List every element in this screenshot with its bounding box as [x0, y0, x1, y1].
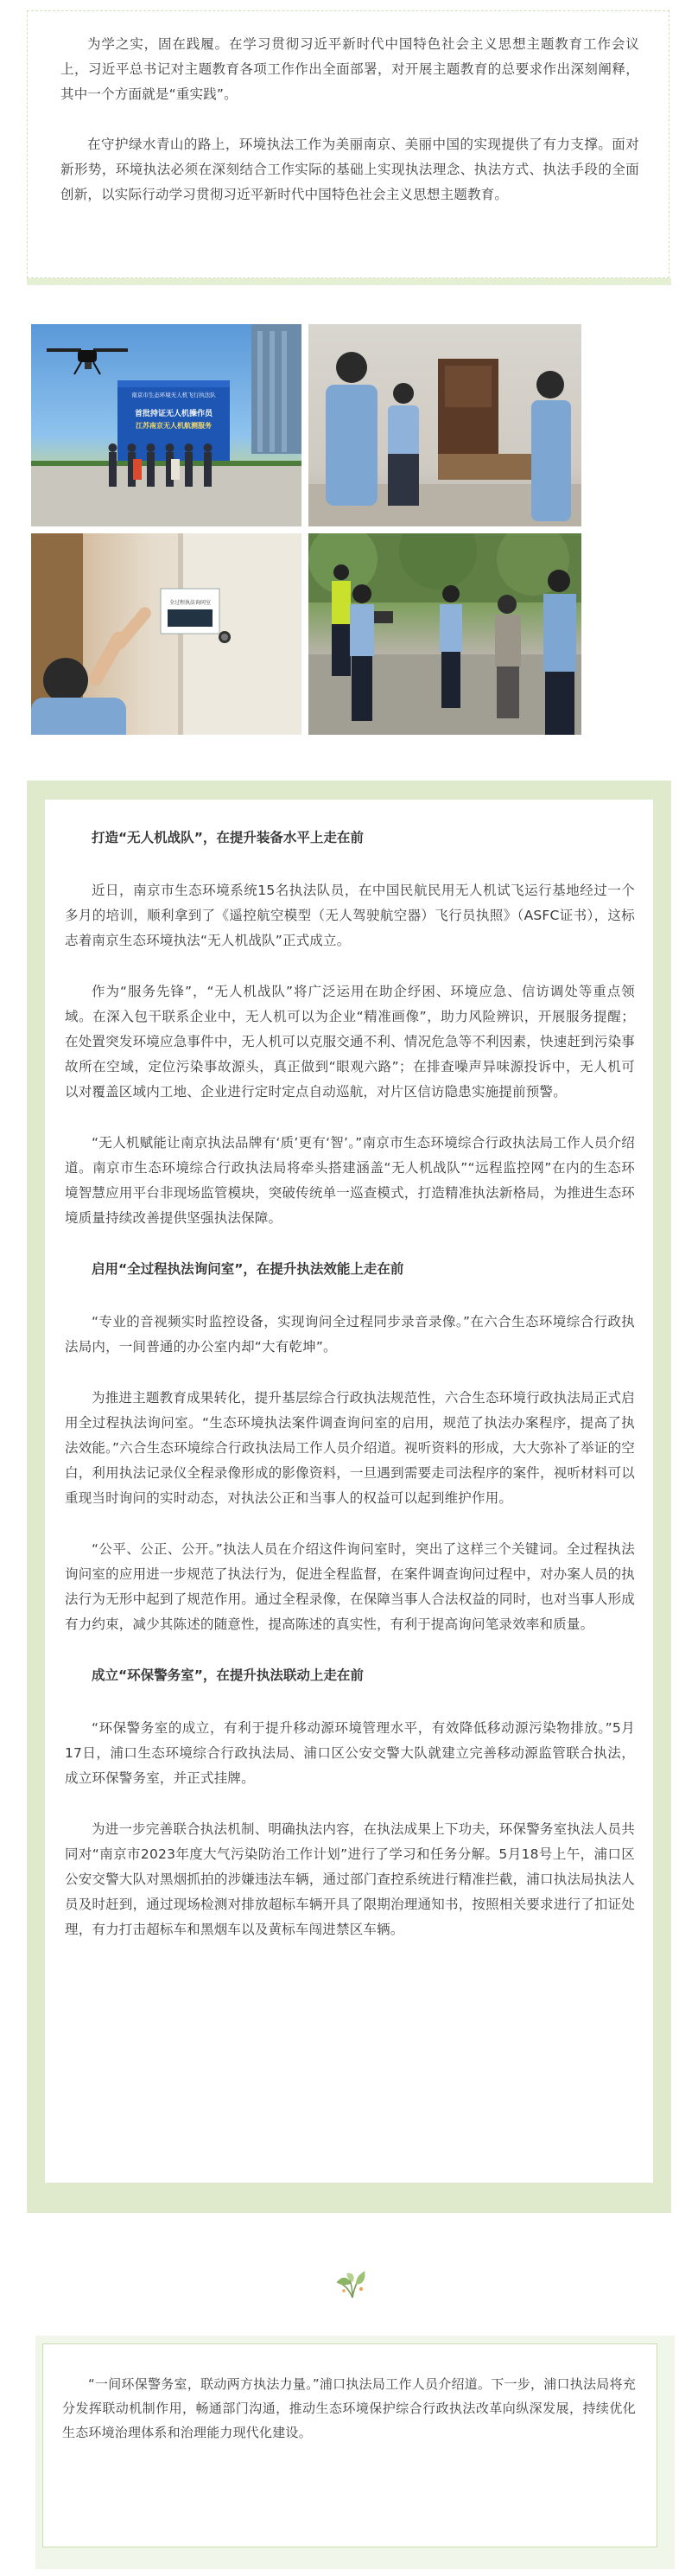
section-3-paragraph-1: “环保警务室的成立，有利于提升移动源环境管理水平，有效降低移动源污染物排放。”5月17日，浦口生态环境综合行政执法局、浦口区公安交警大队就建立完善移动源监管联合执法，成立环保警务室，并正式挂牌。: [65, 1720, 635, 1786]
photo-roadside-art: [308, 533, 581, 735]
intro-underline: [27, 278, 671, 285]
drone-icon: [47, 348, 128, 374]
section-2-paragraph-3: “公平、公正、公开。”执法人员在介绍这件询问室时，突出了这样三个关键词。全过程执法询问室的应用进一步规范了执法行为，促进全程监督，在案件调查询问过程中，对办案人员的执法行为无形中起到了规范作用。通过全程录像，在保障当事人合法权益的同时，也对当事人形成有力约束，减少其陈述的随意性，提高陈述的真实性，有利于提高询问笔录效率和质量。: [65, 1541, 635, 1632]
intro-paragraph-1: 为学之实，固在践履。在学习贯彻习近平新时代中国特色社会主义思想主题教育工作会议上，习近平总书记对主题教育各项工作作出全面部署，对开展主题教育的总要求作出深刻阐释，其中一个方面就是“重实践”。: [60, 36, 639, 102]
intro-box: [27, 10, 669, 278]
section-heading-drone: 打造“无人机战队”，在提升装备水平上走在前: [92, 830, 364, 845]
photo-door-sign: [31, 533, 301, 735]
banner-line-2: 首批持证无人机操作员: [134, 410, 213, 418]
main-text: [65, 826, 635, 1942]
photo-roadside-inspection: [308, 533, 581, 735]
banner-line-1: 南京市生态环境无人机飞行执法队: [131, 392, 216, 399]
photo-drone-team-art: [31, 324, 301, 526]
photo-drone-team: [31, 324, 301, 526]
main-content-card: [45, 800, 653, 2183]
closing-text: [62, 2372, 636, 2445]
closing-paragraph: “一间环保警务室，联动两方执法力量。”浦口执法局工作人员介绍道。下一步，浦口执法局将充分发挥联动机制作用，畅通部门沟通，推动生态环境保护综合行政执法改革向纵深发展，持续优化生态环境治理体系和治理能力现代化建设。: [62, 2376, 636, 2440]
leaf-ornament-icon: [332, 2263, 373, 2301]
door-sign-text: 全过程执法询问室: [168, 600, 212, 606]
intro-section: [27, 10, 671, 285]
photo-inquiry-room-officers: [308, 324, 581, 526]
section-1-paragraph-2: 作为“服务先锋”，“无人机战队”将广泛运用在助企纾困、环境应急、信访调处等重点领域。在深入包干联系企业中，无人机可以为企业“精准画像”，助力风险辨识，开展服务提醒；在处置突发环境应急事件中，无人机可以克服交通不利、情况危急等不利因素，快速赶到污染事故所在空域，定位污染事故源头，真正做到“眼观六路”；在排查噪声异味源投诉中，无人机可以对覆盖区域内工地、企业进行定时定点自动巡航，对片区信访隐患实施提前预警。: [65, 984, 635, 1100]
section-1-paragraph-1: 近日，南京市生态环境系统15名执法队员，在中国民航民用无人机试飞运行基地经过一个多月的培训，顺利拿到了《遥控航空模型（无人驾驶航空器）飞行员执照》（ASFC证书），这标志着南京生态环境执法“无人机战队”正式成立。: [65, 883, 635, 948]
intro-text: [60, 32, 639, 207]
photo-officers-art: [308, 324, 581, 526]
section-1-paragraph-3: “无人机赋能让南京执法品牌有‘质’更有‘智’。”南京市生态环境综合行政执法局工作人员介绍道。南京市生态环境综合行政执法局将牵头搭建涵盖“无人机战队”“远程监控网”在内的生态环境智慧应用平台非现场监管模块，突破传统单一巡查模式，打造精准执法新格局，为推进生态环境质量持续改善提供坚强执法保障。: [65, 1135, 635, 1226]
section-heading-inquiry-room: 启用“全过程执法询问室”，在提升执法效能上走在前: [92, 1261, 404, 1277]
officer-figure: [326, 352, 378, 506]
section-2-paragraph-1: “专业的音视频实时监控设备，实现询问全过程同步录音录像。”在六合生态环境综合行政执法局内，一间普通的办公室内却“大有乾坤”。: [65, 1314, 635, 1355]
section-2-paragraph-2: 为推进主题教育成果转化，提升基层综合行政执法规范性，六合生态环境行政执法局正式启用全过程执法询问室。“生态环境执法案件调查询问室的启用，规范了执法办案程序，提高了执法效能。”六合生态环境综合行政执法局工作人员介绍道。视听资料的形成，大大弥补了举证的空白，利用执法记录仪全程录像形成的影像资料，一旦遇到需要走司法程序的案件，视听材料可以重现当时询问的实时动态，对执法公正和当事人的权益可以起到维护作用。: [65, 1390, 635, 1506]
main-section: [27, 781, 671, 2213]
section-3-paragraph-2: 为进一步完善联合执法机制、明确执法内容，在执法成果上下功夫，环保警务室执法人员共同对“南京市2023年度大气污染防治工作计划”进行了学习和任务分解。5月18号上午，浦口区公安交警大队对黑烟抓拍的涉嫌违法车辆，通过部门查控系统进行精准拦截，浦口执法局执法人员及时赶到，通过现场检测对排放超标车辆开具了限期治理通知书，按照相关要求进行了扣证处理，有力打击超标车和黑烟车以及黄标车闯进禁区车辆。: [65, 1821, 635, 1937]
officer-figure: [543, 570, 576, 735]
photo-door-sign-art: [31, 533, 301, 735]
section-heading-police-office: 成立“环保警务室”，在提升执法联动上走在前: [92, 1667, 364, 1683]
banner-line-3: 江苏南京无人机航测服务: [136, 422, 212, 430]
closing-box: [42, 2343, 657, 2547]
intro-paragraph-2: 在守护绿水青山的路上，环境执法工作为美丽南京、美丽中国的实现提供了有力支撑。面对新形势，环境执法必须在深刻结合工作实际的基础上实现执法理念、执法方式、执法手段的全面创新，以实际行动学习贯彻习近平新时代中国特色社会主义思想主题教育。: [60, 137, 639, 202]
